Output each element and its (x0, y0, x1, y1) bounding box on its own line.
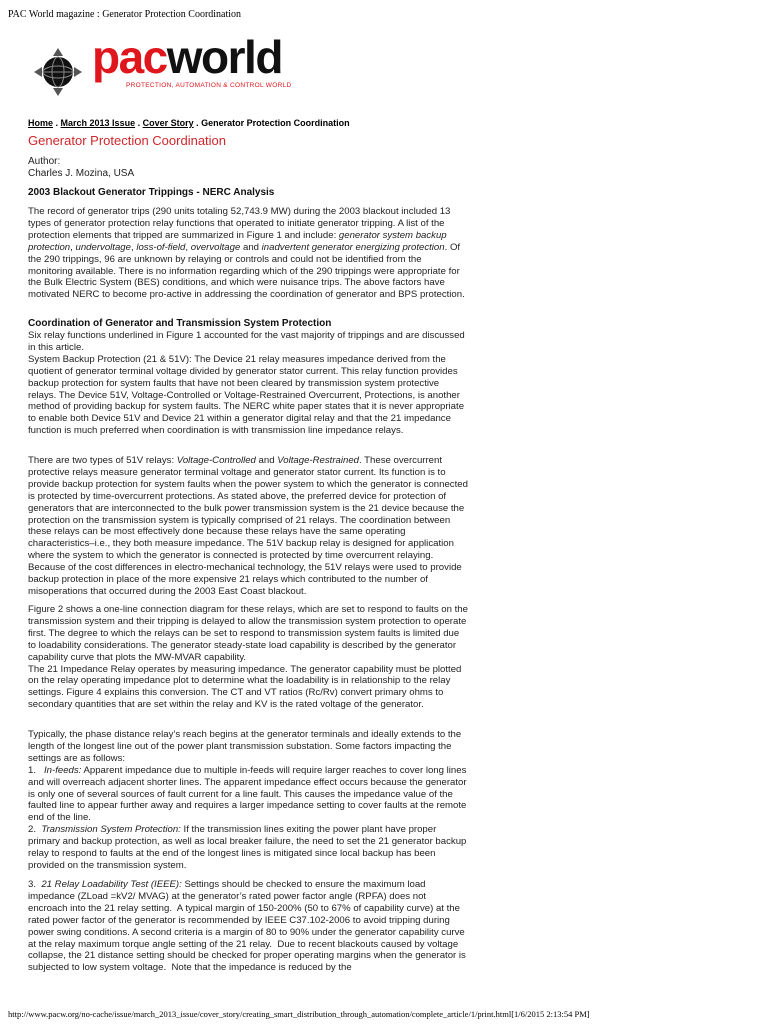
breadcrumb-cover-story-link[interactable]: Cover Story (142, 118, 194, 128)
article-paragraph-6: 3. 21 Relay Loadability Test (IEEE): Settings should be checked to ensure the maximum load impedance (ZLoad =kV2/ MVAG) at the generator’s rated power factor angle (RPFA) does not encroach into the 21 relay setting. A typical margin of 150-200% (50 to 67% of capability curve) at the rated power factor of the generator is recommended by IEEE C37.102-2006 to avoid tripping during power swing conditions. A second criteria is a margin of 80 to 90% under the generator capability curve at the relay maximum torque angle setting of the 21 relay. Due to recent blackouts caused by voltage collapse, the 21 distance setting should be checked for proper operating margins when the generator is subjected to low system voltage. Note that the impedance is reduced by the (28, 879, 466, 974)
article-paragraph-1: The record of generator trips (290 units totaling 52,743.9 MW) during the 2003 blackout included 13 types of generator protection relay functions that operated to initiate generator tripping. A list of the protection elements that tripped are summarized in Figure 1 and include: generator system backup protection, undervoltage, loss-of-field, overvoltage and inadvertent generator energizing protection. Of the 290 trippings, 96 are unknown by relaying or controls and could not be identified from the monitoring available. There is no information regarding which of the 290 trippings were appropriate for the Bulk Electric System (BES) conditions, and which were nuisance trips. The above factors have motivated NERC to become pro-active in addressing the coordination of generator and BPS protection. (28, 206, 465, 301)
author-name: Charles J. Mozina, USA (28, 168, 135, 179)
breadcrumb-issue-link[interactable]: March 2013 Issue (60, 118, 136, 128)
breadcrumb: Home . March 2013 Issue . Cover Story . Generator Protection Coordination (28, 118, 350, 128)
page-footer-url: http://www.pacw.org/no-cache/issue/march_2013_issue/cover_story/creating_smart_distribution_through_automation/complete_article/1/print.html[1/6/2015 2:13:54 PM] (8, 1009, 590, 1019)
article-paragraph-2: Six relay functions underlined in Figure 1 accounted for the vast majority of trippings and are discussed in this article. System Backup Protection (21 & 51V): The Device 21 relay measures impedance derived from the quotient of generator terminal voltage divided by generator stator current. This relay function provides backup protection for system faults that have not been cleared by transmission system protective relays. The Device 51V, Voltage-Controlled or Voltage-Restrained Overcurrent, Protections, is another method of providing backup for system faults. The NERC white paper states that it is never appropriate to enable both Device 51V and Device 21 within a generator digital relay and that the 21 impedance function is much preferred when coordination is with transmission line impedance relays. (28, 330, 465, 437)
section-heading-coordination: Coordination of Generator and Transmission System Protection (28, 318, 332, 329)
author-label: Author: (28, 156, 61, 167)
pacworld-logo[interactable] (34, 31, 314, 98)
article-paragraph-3: There are two types of 51V relays: Voltage-Controlled and Voltage-Restrained. These overcurrent protective relays measure generator terminal voltage and generator stator current. Its function is to provide backup protection for system faults when the power system to which the generator is connected is protected by time-overcurrent protections. As stated above, the preferred device for protection of generators that are interconnected to the bulk power transmission system is the 21 device because the protection on the transmission system is typically comprised of 21 relays. The coordination between these relays can be most effectively done because these relays have the same operating characteristics–i.e., they both measure impedance. The 51V backup relay is designed for application where the system to which the generator is connected is protected by time overcurrent relaying. Because of the cost differences in electro-mechanical technology, the 51V relays were used to provide backup protection in place of the more expensive 21 relays which contributed to the number of misoperations that occurred during the 2003 East Coast blackout. (28, 455, 468, 597)
section-heading-blackout: 2003 Blackout Generator Trippings - NERC Analysis (28, 187, 275, 198)
breadcrumb-current: Generator Protection Coordination (201, 118, 350, 128)
breadcrumb-home-link[interactable]: Home (28, 118, 54, 128)
logo-wordmark: pacworld (92, 31, 282, 83)
article-paragraph-5: Typically, the phase distance relay’s reach begins at the generator terminals and ideally extends to the length of the longest line out of the power plant transmission substation. Some factors impacting the settings are as follows: 1. In-feeds: Apparent impedance due to multiple in-feeds will require larger reaches to cover long lines and will overreach adjacent shorter lines. The apparent impedance effect occurs because the generator is only one of several sources of fault current for a line fault. This causes the impedance value of the faulted line to appear further away and requires a larger impedance setting to cover faults at the remote end of the line. 2. Transmission System Protection: If the transmission lines exiting the power plant have proper primary and backup protection, as well as local breaker failure, the need to set the 21 generator backup relay to respond to faults at the end of the longest lines is mitigated since local backup has been provided on the transmission system. (28, 729, 467, 871)
globe-arrows-icon (34, 48, 82, 96)
page-print-title: PAC World magazine : Generator Protection Coordination (8, 9, 242, 20)
logo-tagline: PROTECTION, AUTOMATION & CONTROL WORLD (126, 82, 292, 89)
page-title: Generator Protection Coordination (28, 133, 227, 148)
author-block (28, 156, 134, 180)
article-paragraph-4: Figure 2 shows a one-line connection diagram for these relays, which are set to respond to faults on the transmission system and their tripping is delayed to allow the transmission system protection to operate first. The degree to which the relays can be set to respond to transmission system faults is limited due to loadability considerations. The generator steady-state load capability is described by the generator capability curve that plots the MW-MVAR capability. The 21 Impedance Relay operates by measuring impedance. The generator capability must be plotted on the relay operating impedance plot to determine what the loadability is in relationship to the relay settings. Figure 4 explains this conversion. The CT and VT ratios (Rc/Rv) convert primary ohms to secondary quantities that are set within the relay and KV is the rated voltage of the generator. (28, 604, 468, 711)
